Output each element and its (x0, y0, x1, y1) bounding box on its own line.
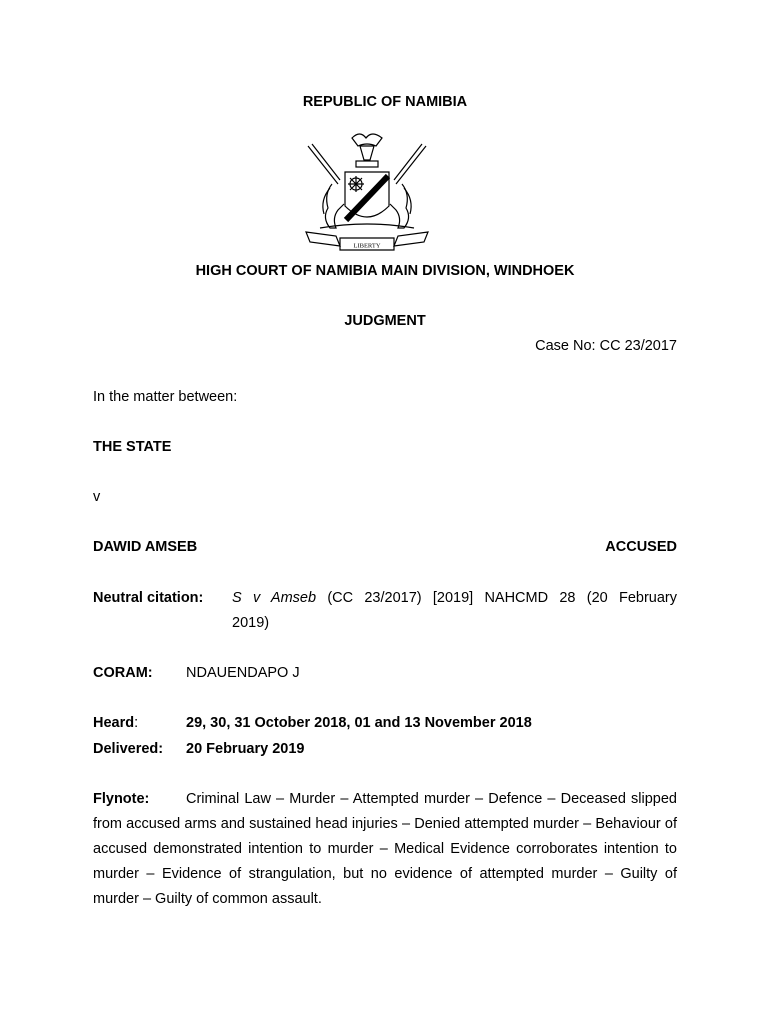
heard-colon: : (134, 715, 139, 731)
heard-value: 29, 30, 31 October 2018, 01 and 13 November 2018 (186, 715, 532, 731)
judgment-page (93, 0, 677, 1024)
heard-label: Heard (93, 715, 135, 731)
coat-of-arms-icon (300, 124, 434, 254)
citation-case-name: S v Amseb (232, 590, 317, 606)
case-number: Case No: CC 23/2017 (535, 338, 677, 354)
citation-label: Neutral citation: (93, 590, 204, 606)
party-state: THE STATE (93, 439, 172, 455)
accused-name: DAWID AMSEB (93, 539, 198, 555)
heard-label-wrap (93, 711, 186, 736)
flynote-label: Flynote: (93, 791, 150, 807)
delivered-value: 20 February 2019 (186, 741, 305, 757)
flynote-paragraph (93, 787, 677, 912)
judgment-heading: JUDGMENT (344, 313, 426, 329)
accused-row (93, 535, 677, 560)
heard-row (93, 711, 677, 736)
matter-intro: In the matter between: (93, 389, 238, 405)
republic-heading: REPUBLIC OF NAMIBIA (302, 94, 468, 110)
court-heading: HIGH COURT OF NAMIBIA MAIN DIVISION, WINDHOEK (195, 263, 575, 279)
coram-row (93, 661, 677, 686)
citation-line-2: 2019) (232, 615, 270, 631)
citation-line-1: S v Amseb (CC 23/2017) [2019] NAHCMD 28 (20 February (232, 590, 677, 606)
versus-mark: v (93, 489, 101, 505)
flynote-text: Criminal Law – Murder – Attempted murder – Defence – Deceased slipped from accused arms and sustained head injuries – Denied attempted murder – Behaviour of accused demonstrated intention to murder – Medical Evidence corroborates intention to murder – Evidence of strangulation, but no evidence of attempted murder – Guilty of murder – Guilty of common assault. (93, 791, 677, 907)
delivered-row (93, 737, 677, 762)
coram-value: NDAUENDAPO J (186, 665, 300, 681)
delivered-label: Delivered: (93, 741, 164, 757)
accused-role: ACCUSED (605, 539, 677, 555)
coram-label: CORAM: (93, 665, 153, 681)
citation-value (232, 586, 677, 636)
citation-row (93, 586, 677, 636)
svg-text:LIBERTY: LIBERTY (353, 242, 381, 250)
